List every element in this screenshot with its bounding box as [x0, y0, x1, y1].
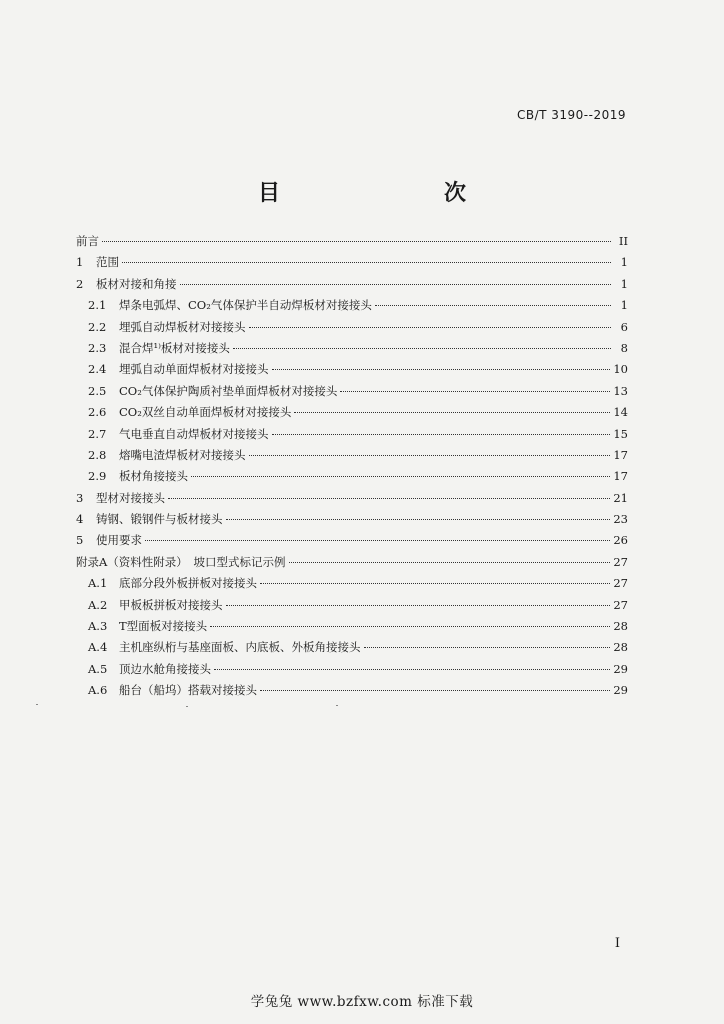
- toc-entry-page: 8: [620, 340, 628, 355]
- toc-leader-dots: [102, 241, 611, 242]
- toc-leader-dots: [145, 540, 610, 541]
- toc-entry[interactable]: [76, 276, 628, 297]
- toc-entry-number: A.1: [88, 576, 108, 591]
- toc-entry[interactable]: [76, 426, 628, 447]
- toc-leader-dots: [272, 434, 611, 435]
- toc-entry-number: 2.9: [88, 469, 107, 484]
- toc-leader-dots: [289, 562, 611, 563]
- toc-entry-label: CO₂气体保护陶质衬垫单面焊板材对接接头: [119, 383, 338, 398]
- toc-leader-dots: [249, 455, 611, 456]
- toc-entry-page: 26: [613, 533, 628, 548]
- toc-leader-dots: [249, 327, 612, 328]
- toc-entry-page: 13: [613, 383, 628, 398]
- toc-entry-number: 2.3: [88, 340, 107, 355]
- toc-entry-page: 15: [613, 426, 628, 441]
- toc-leader-dots: [122, 262, 611, 263]
- toc-entry[interactable]: [76, 532, 628, 553]
- toc-entry-label: 熔嘴电渣焊板材对接接头: [119, 447, 246, 462]
- toc-entry-page: 1: [620, 255, 628, 270]
- toc-entry[interactable]: [76, 233, 628, 254]
- toc-entry-label: 板材对接和角接: [96, 276, 177, 291]
- toc-entry-page: 17: [613, 447, 628, 462]
- toc-leader-dots: [226, 605, 611, 606]
- watermark-footer: 学兔兔 www.bzfxw.com 标准下载: [250, 994, 474, 1010]
- toc-entry-number: 2.6: [88, 405, 107, 420]
- toc-entry-label: 埋弧自动焊板材对接接头: [119, 319, 246, 334]
- page-number: I: [614, 936, 620, 951]
- toc-entry-label: 主机座纵桁与基座面板、内底板、外板角接接头: [119, 640, 361, 655]
- toc-entry-label: 埋弧自动单面焊板材对接接头: [119, 362, 269, 377]
- toc-entry-label: 混合焊¹⁾板材对接接头: [119, 340, 230, 355]
- toc-entry-label: 板材角接接头: [119, 469, 188, 484]
- toc-entry-page: 27: [613, 554, 628, 569]
- toc-entry-number: A.4: [88, 640, 108, 655]
- toc-entry-page: 14: [613, 405, 628, 420]
- toc-entry-number: A.5: [88, 661, 108, 676]
- toc-entry-page: 6: [620, 319, 628, 334]
- toc-entry-number: 2.5: [88, 383, 107, 398]
- toc-entry[interactable]: [76, 254, 628, 275]
- toc-entry[interactable]: [76, 661, 628, 682]
- toc-entry-number: 2.4: [88, 362, 107, 377]
- toc-entry-page: 10: [613, 362, 628, 377]
- toc-entry[interactable]: [76, 383, 628, 404]
- toc-entry-label: T型面板对接接头: [119, 619, 208, 634]
- toc-entry-page: 21: [613, 490, 628, 505]
- toc-entry-number: 2.7: [88, 426, 107, 441]
- toc-entry-page: 28: [613, 619, 628, 634]
- toc-entry-page: 29: [613, 683, 628, 698]
- toc-entry[interactable]: [76, 597, 628, 618]
- toc-entry-label: 底部分段外板拼板对接接头: [119, 576, 257, 591]
- toc-entry-page: 1: [620, 276, 628, 291]
- toc-entry[interactable]: [76, 618, 628, 639]
- standard-number: CB/T 3190--2019: [516, 108, 626, 122]
- toc-entry-label: 范围: [96, 255, 119, 270]
- scan-speck: [336, 705, 338, 706]
- toc-entry-number: 3: [76, 490, 84, 505]
- toc-entry-page: 1: [620, 298, 628, 313]
- toc-entry-page: 27: [613, 597, 628, 612]
- toc-entry-number: A.2: [88, 597, 108, 612]
- toc-leader-dots: [272, 369, 611, 370]
- toc-entry-label: 附录A（资料性附录） 坡口型式标记示例: [76, 554, 286, 569]
- toc-entry-number: A.3: [88, 619, 108, 634]
- toc-leader-dots: [210, 626, 610, 627]
- toc-entry-label: CO₂双丝自动单面焊板材对接接头: [119, 405, 292, 420]
- toc-leader-dots: [191, 476, 610, 477]
- toc-leader-dots: [168, 498, 610, 499]
- toc-entry-page: 27: [613, 576, 628, 591]
- toc-entry[interactable]: [76, 361, 628, 382]
- toc-entry-label: 气电垂直自动焊板材对接接头: [119, 426, 269, 441]
- toc-entry[interactable]: [76, 511, 628, 532]
- scan-speck: [186, 706, 188, 707]
- toc-entry-page: II: [618, 234, 628, 248]
- toc-entry-number: 2.8: [88, 447, 107, 462]
- toc-entry-label: 前言: [76, 234, 99, 248]
- toc-leader-dots: [294, 412, 610, 413]
- toc-entry-label: 焊条电弧焊、CO₂气体保护半自动焊板材对接接头: [119, 298, 372, 313]
- toc-leader-dots: [226, 519, 611, 520]
- toc-entry-number: 2: [76, 276, 84, 291]
- toc-entry[interactable]: [76, 404, 628, 425]
- toc-entry-number: 4: [76, 512, 84, 527]
- toc-entry-number: 2.2: [88, 319, 107, 334]
- toc-leader-dots: [214, 669, 610, 670]
- toc-entry-number: 5: [76, 533, 84, 548]
- toc-entry-number: A.6: [88, 683, 108, 698]
- page-title: 目 次: [257, 181, 506, 206]
- scan-speck: [36, 704, 38, 705]
- toc-leader-dots: [180, 284, 612, 285]
- table-of-contents: [76, 233, 628, 704]
- toc-entry[interactable]: [76, 639, 628, 660]
- toc-entry-page: 23: [613, 512, 628, 527]
- toc-entry[interactable]: [76, 468, 628, 489]
- toc-entry[interactable]: [76, 297, 628, 318]
- toc-leader-dots: [364, 647, 611, 648]
- toc-entry-page: 28: [613, 640, 628, 655]
- toc-entry-label: 铸钢、锻钢件与板材接头: [96, 512, 223, 527]
- toc-entry-page: 17: [613, 469, 628, 484]
- toc-entry[interactable]: [76, 447, 628, 468]
- toc-leader-dots: [260, 583, 610, 584]
- toc-entry-label: 船台（船坞）搭载对接接头: [119, 683, 257, 698]
- toc-entry-label: 顶边水舱角接接头: [119, 661, 211, 676]
- toc-leader-dots: [233, 348, 611, 349]
- toc-entry[interactable]: [76, 490, 628, 511]
- toc-entry-label: 使用要求: [96, 533, 142, 548]
- toc-leader-dots: [260, 690, 610, 691]
- toc-entry[interactable]: [76, 682, 628, 703]
- toc-entry[interactable]: [76, 575, 628, 596]
- toc-entry-number: 2.1: [88, 298, 107, 313]
- toc-entry-label: 型材对接接头: [96, 490, 165, 505]
- toc-entry[interactable]: [76, 319, 628, 340]
- toc-entry-page: 29: [613, 661, 628, 676]
- toc-entry-label: 甲板板拼板对接接头: [119, 597, 223, 612]
- toc-entry[interactable]: [76, 554, 628, 575]
- toc-leader-dots: [375, 305, 611, 306]
- toc-leader-dots: [340, 391, 610, 392]
- toc-entry[interactable]: [76, 340, 628, 361]
- toc-entry-number: 1: [76, 255, 84, 270]
